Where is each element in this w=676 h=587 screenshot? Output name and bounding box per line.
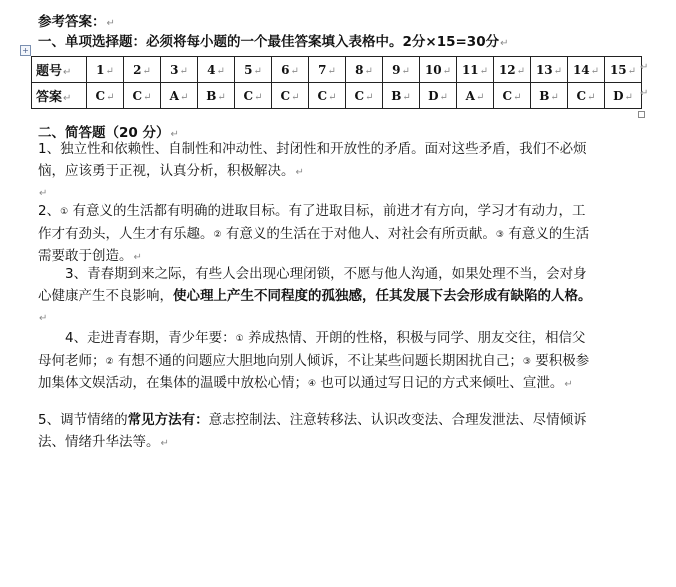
table-cell-answer: C↵ bbox=[309, 83, 346, 109]
answer-key-title: 参考答案：↵ bbox=[38, 14, 115, 30]
table-cell-number: 5↵ bbox=[235, 57, 272, 83]
table-cell-answer: C↵ bbox=[87, 83, 124, 109]
table-cell-number: 4↵ bbox=[198, 57, 235, 83]
table-cell-number: 12↵ bbox=[494, 57, 531, 83]
table-cell-number: 6↵ bbox=[272, 57, 309, 83]
table-move-handle-icon[interactable]: + bbox=[20, 45, 31, 56]
section2-title: 二、简答题（20 分）↵ bbox=[38, 125, 179, 141]
table-cell-answer: D↵ bbox=[420, 83, 457, 109]
table-cell-answer: C↵ bbox=[272, 83, 309, 109]
row-end-mark: ↵ bbox=[640, 88, 649, 99]
table-cell-number: 2↵ bbox=[124, 57, 161, 83]
table-cell-number: 9↵ bbox=[383, 57, 420, 83]
table-cell-answer: C↵ bbox=[346, 83, 383, 109]
table-cell-answer: D↵ bbox=[605, 83, 642, 109]
answer-1: 1、独立性和依赖性、自制性和冲动性、封闭性和开放性的矛盾。面对这些矛盾，我们不必烦恼，应该勇于正视，认真分析，积极解决。↵ bbox=[38, 141, 587, 179]
table-cell-answer: C↵ bbox=[124, 83, 161, 109]
table-header-answer: 答案↵ bbox=[32, 83, 87, 109]
table-cell-answer: C↵ bbox=[235, 83, 272, 109]
table-row-answers bbox=[32, 83, 642, 109]
table-cell-number: 7↵ bbox=[309, 57, 346, 83]
table-cell-number: 8↵ bbox=[346, 57, 383, 83]
table-cell-answer: C↵ bbox=[568, 83, 605, 109]
row-end-mark: ↵ bbox=[640, 62, 649, 73]
table-cell-answer: B↵ bbox=[383, 83, 420, 109]
table-cell-answer: A↵ bbox=[161, 83, 198, 109]
table-cell-answer: B↵ bbox=[531, 83, 568, 109]
answer-table bbox=[31, 56, 642, 109]
table-cell-number: 11↵ bbox=[457, 57, 494, 83]
table-cell-answer: B↵ bbox=[198, 83, 235, 109]
table-cell-number: 14↵ bbox=[568, 57, 605, 83]
table-header-number: 题号↵ bbox=[32, 57, 87, 83]
table-resize-handle[interactable] bbox=[638, 111, 645, 118]
table-cell-answer: C↵ bbox=[494, 83, 531, 109]
section1-title: 一、单项选择题：必须将每小题的一个最佳答案填入表格中。2分×15=30分↵ bbox=[38, 34, 509, 50]
table-cell-number: 13↵ bbox=[531, 57, 568, 83]
table-cell-number: 10↵ bbox=[420, 57, 457, 83]
answer-4: 4、走进青春期，青少年要：① 养成热情、开朗的性格，积极与同学、朋友交往，相信父母何老师；② 有想不通的问题应大胆地向别人倾诉，不让某些问题长期困扰自己；③ 要积极参加集体文娱活动，在集体的温暖中放松心情；④ 也可以通过写日记的方式来倾吐、宣泄。↵ bbox=[38, 330, 590, 391]
answer-2: 2、① 有意义的生活都有明确的进取目标。有了进取目标，前进才有方向，学习才有动力，工作才有劲头，人生才有乐趣。② 有意义的生活在于对他人、对社会有所贡献。③ 有意义的生活需要敢于创造。↵ bbox=[38, 203, 590, 264]
table-row-numbers bbox=[32, 57, 642, 83]
table-cell-number: 3↵ bbox=[161, 57, 198, 83]
table-cell-number: 15↵ bbox=[605, 57, 642, 83]
answer-5: 5、调节情绪的常见方法有：意志控制法、注意转移法、认识改变法、合理发泄法、尽情倾诉法、情绪升华法等。↵ bbox=[38, 412, 587, 450]
table-cell-answer: A↵ bbox=[457, 83, 494, 109]
table-cell-number: 1↵ bbox=[87, 57, 124, 83]
answer-3: 3、青春期到来之际，有些人会出现心理闭锁，不愿与他人沟通，如果处理不当，会对身心健康产生不良影响，使心理上产生不同程度的孤独感，任其发展下去会形成有缺陷的人格。↵ bbox=[38, 266, 592, 324]
blank-paragraph: ↵ bbox=[39, 188, 48, 199]
